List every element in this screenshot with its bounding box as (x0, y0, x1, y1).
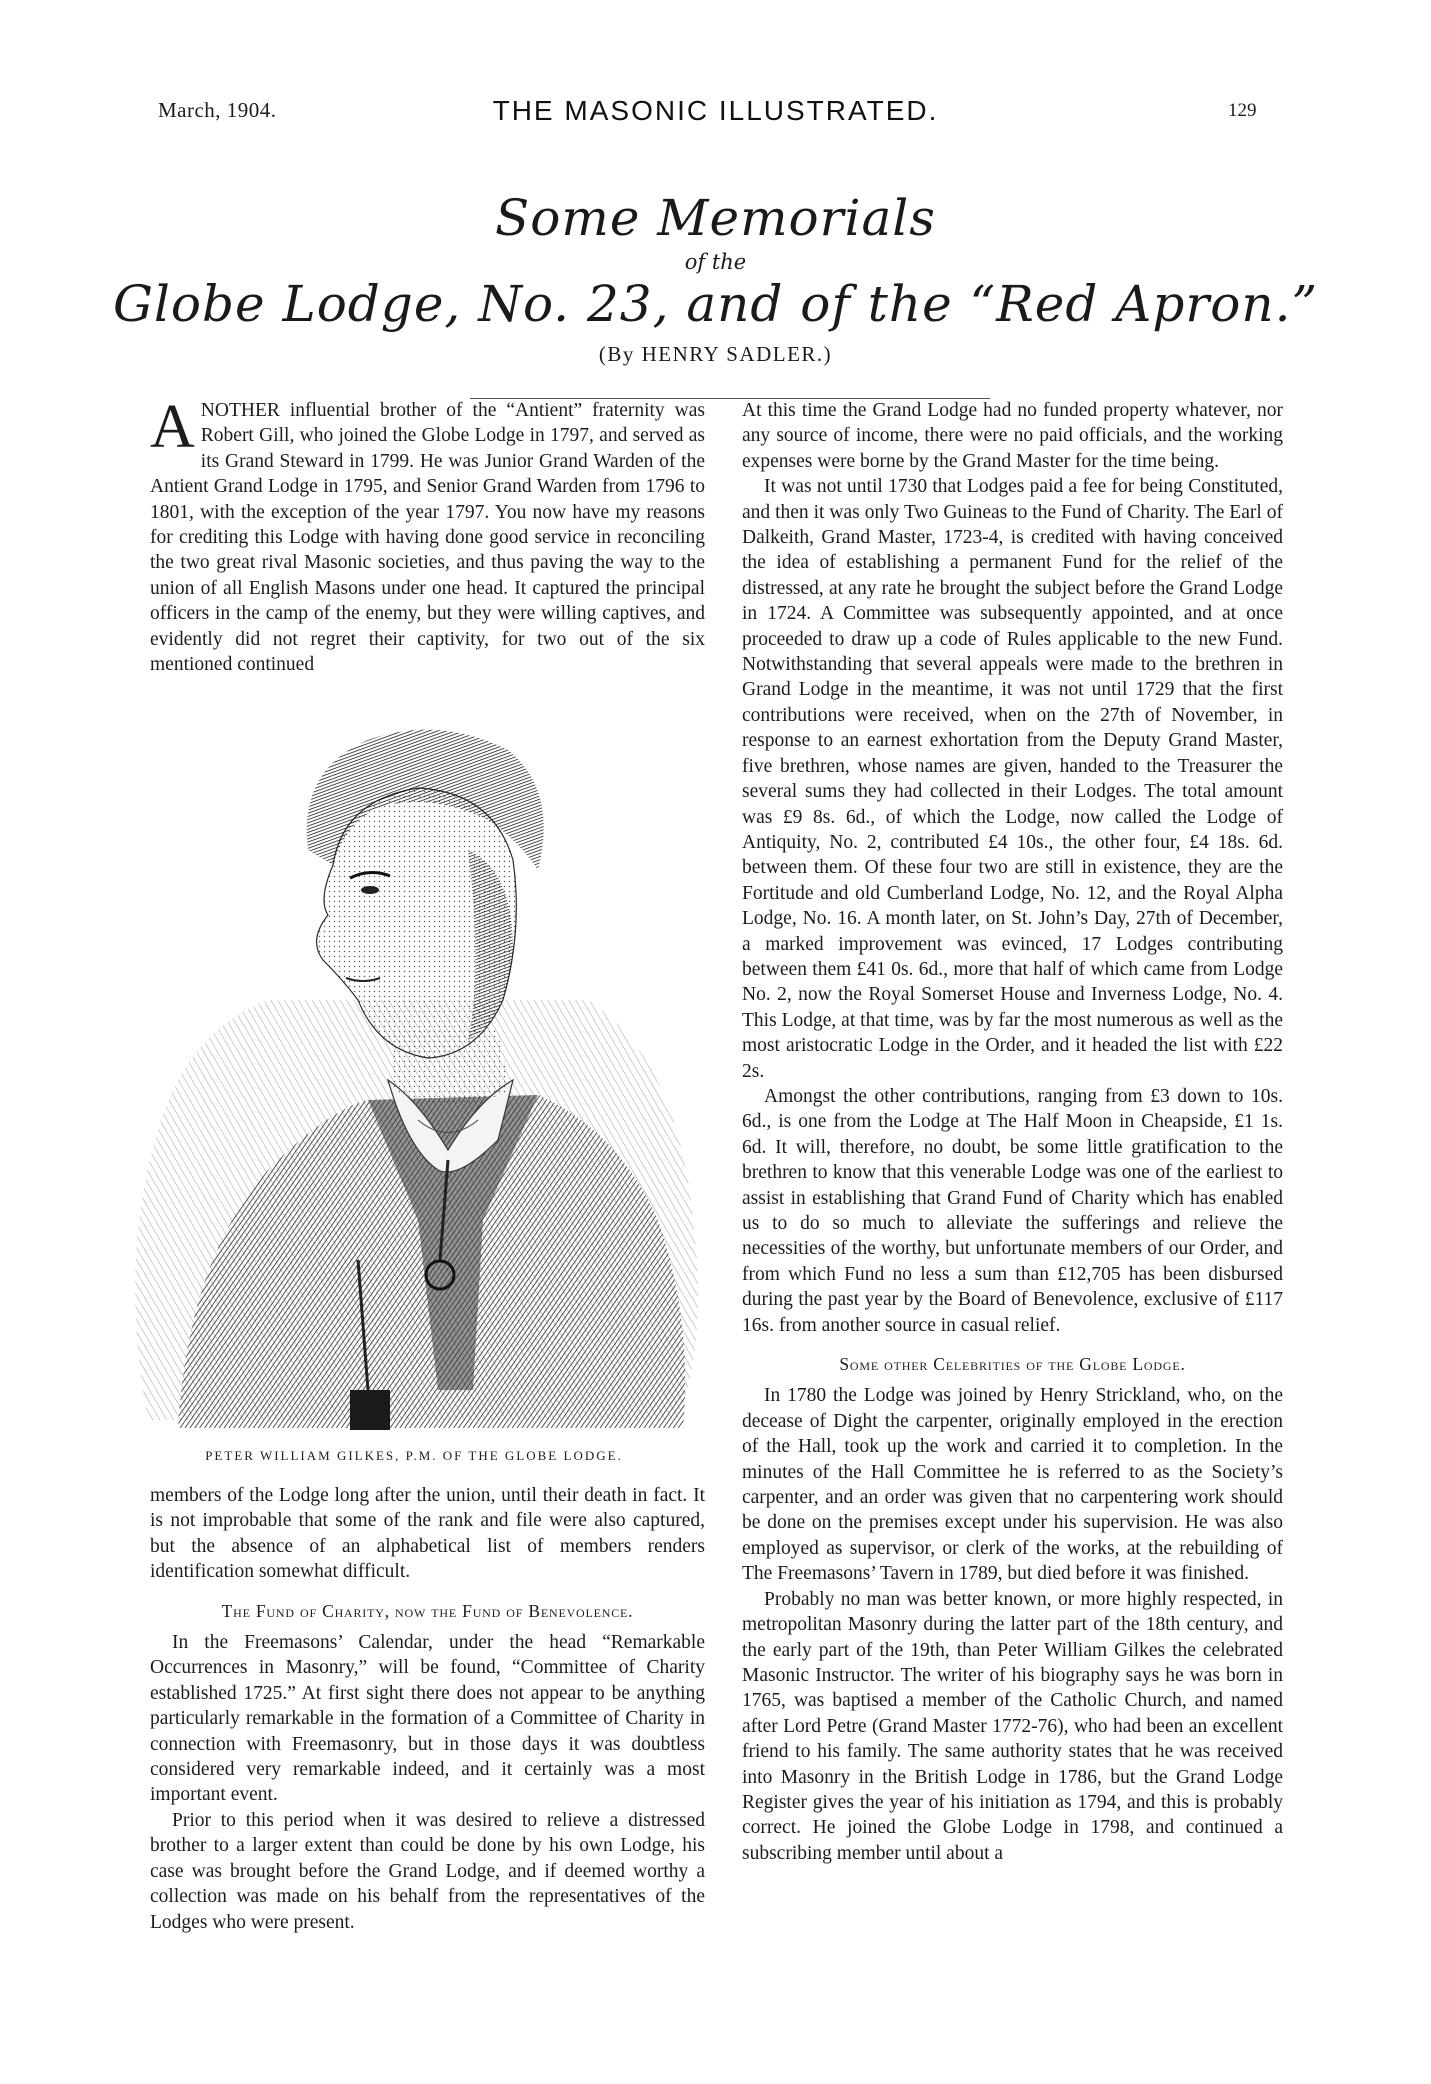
left-column-bottom (150, 1483, 705, 1935)
title-of: of the (684, 250, 747, 274)
continued-paragraph: members of the Lodge long after the union, until their death in fact. It is not improbable that some of the rank and file were also captured, but the absence of an alphabetical list of members renders identification somewhat difficult. (150, 1485, 705, 1583)
title-line-2: Globe Lodge, No. 23, and of the “Red Apron.” (112, 275, 1319, 333)
article-headline (0, 190, 1431, 367)
paragraph-other-contributions: Amongst the other contributions, ranging from £3 down to 10s. 6d., is one from the Lodge at The Half Moon in Cheapside, £1 1s. 6d. It will, therefore, no doubt, be some little gratification to the brethren to know that this venerable Lodge was one of the earliest to assist in establishing that Grand Fund of Charity which has enabled us to do so much to alleviate the sufferings and relieve the necessities of the worthy, but unfortunate members of our Order, and from which Fund no less a sum than £12,705 has been disbursed during the past year by the Board of Benevolence, exclusive of £117 16s. from another source in casual relief. (742, 1085, 1283, 1336)
paragraph-freemasons-calendar: In the Freemasons’ Calendar, under the head “Remarkable Occurrences in Masonry,” will be found, “Committee of Charity established 1725.” At first sight there does not appear to be anything particularly remarkable in the formation of a Committee of Charity in connection with Freemasonry, but in those days it was doubtless considered very remarkable indeed, and it certainly was a most important event. (150, 1632, 705, 1806)
left-column-top (150, 393, 705, 677)
portrait-caption: PETER WILLIAM GILKES, P.M. OF THE GLOBE LODGE. (205, 1448, 623, 1463)
opening-paragraph: ANOTHER influential brother of the “Antient” fraternity was Robert Gill, who joined the Globe Lodge in 1797, and served as its Grand Steward in 1799. He was Junior Grand Warden of the Antient Grand Lodge in 1795, and Senior Grand Warden from 1796 to 1801, with the exception of the year 1797. You now have my reasons for crediting this Lodge with having done good service in reconciling the two great rival Masonic societies, and thus paving the way to the union of all English Masons under one head. It captured the principal officers in the camp of the enemy, but they were willing captives, and evidently did not regret their captivity, for two out of the six mentioned continued (150, 393, 705, 676)
issue-date: March, 1904. (158, 98, 277, 122)
publication-title: THE MASONIC ILLUSTRATED. (492, 95, 939, 126)
portrait-engraving (118, 700, 710, 1430)
right-column (742, 398, 1283, 1866)
portrait-illustration (118, 700, 710, 1430)
paragraph-prior-to-this-period: Prior to this period when it was desired to relieve a distressed brother to a larger extent than could be done by his own Lodge, his case was brought before the Grand Lodge, and if deemed worthy a collection was made on his behalf from the representatives of the Lodges who were present. (150, 1809, 705, 1933)
section-heading-fund-of-charity: The Fund of Charity, now the Fund of Benevolence. (221, 1600, 634, 1621)
paragraph-peter-gilkes: Probably no man was better known, or more highly respected, in metropolitan Masonry during the latter part of the 18th century, and the early part of the 19th, than Peter William Gilkes the celebrated Masonic Instructor. The writer of his biography says he was born in 1765, was baptised a member of the Catholic Church, and named after Lord Petre (Grand Master 1772-76), who had been an excellent friend to his family. The same authority states that he was received into Masonry in the British Lodge in 1786, but the Grand Lodge Register gives the year of his initiation as 1794, and this is probably correct. He joined the Globe Lodge in 1798, and continued a subscribing member until about a (742, 1588, 1283, 1864)
paragraph-lodges-paid-fee: It was not until 1730 that Lodges paid a fee for being Constituted, and then it was only Two Guineas to the Fund of Charity. The Earl of Dalkeith, Grand Master, 1723-4, is credited with having conceived the idea of establishing a permanent Fund for the relief of the distressed, at any rate he brought the subject before the Grand Lodge in 1724. A Committee was subsequently appointed, and at once proceeded to draw up a code of Rules applicable to the new Fund. Notwithstanding that several appeals were made to the brethren in Grand Lodge in the meantime, it was not until 1729 that the first contributions were received, when on the 27th of November, in response to an earnest exhortation from the Deputy Grand Master, five brethren, whose names are given, handed to the Treasurer the several sums they had collected in their Lodges. The total amount was £9 8s. 6d., of which the Lodge, now called the Lodge of Antiquity, No. 2, contributed £4 10s., the other four, £4 18s. 6d. between them. Of these four two are still in existence, they are the Fortitude and old Cumberland Lodge, No. 12, and the Royal Alpha Lodge, No. 16. A month later, on St. John’s Day, 27th of December, a marked improvement was evinced, 17 Lodges contributing between them £41 0s. 6d., more that half of which came from Lodge No. 2, now the Royal Somerset House and Inverness Lodge, No. 4. This Lodge, at that time, was by far the most numerous as well as the most aristocratic Lodge in the Order, and it headed the list with £22 2s. (742, 476, 1283, 1082)
paragraph-henry-strickland: In 1780 the Lodge was joined by Henry Strickland, who, on the decease of Dight the carpenter, originally employed in the erection of the Hall, took up the work and carried it to completion. In the minutes of the Hall Committee he is referred to as the Society’s carpenter, and an order was given that no carpentering work should be done on the premises except under his supervision. He was also employed as supervisor, or clerk of the works, at the rebuilding of The Freemasons’ Tavern in 1789, but died before it was finished. (742, 1385, 1283, 1585)
running-head (0, 0, 1431, 150)
page-number: 129 (1228, 100, 1257, 121)
paragraph-grand-lodge-funds: At this time the Grand Lodge had no funded property whatever, nor any source of income, there were no paid officials, and the working expenses were borne by the Grand Master for the time being. (742, 400, 1283, 472)
byline: (By HENRY SADLER.) (598, 342, 833, 366)
drop-cap: A (150, 393, 195, 461)
title-line-1: Some Memorials (495, 189, 936, 247)
section-heading-celebrities: Some other Celebrities of the Globe Lodge. (839, 1354, 1186, 1375)
